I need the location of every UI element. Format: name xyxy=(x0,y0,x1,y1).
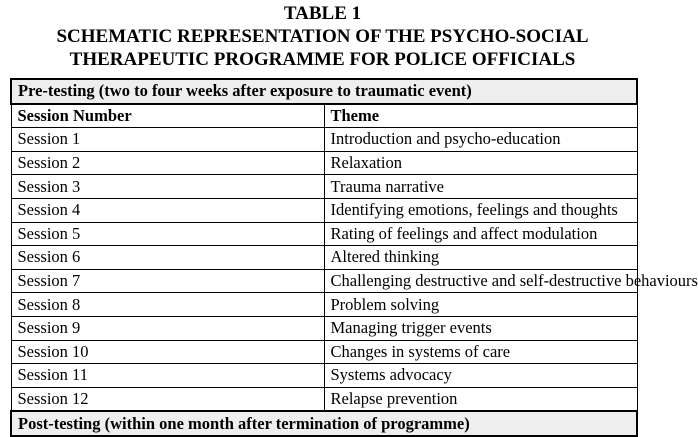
theme-cell: Relapse prevention xyxy=(324,387,637,411)
table-row xyxy=(11,175,637,199)
table-row xyxy=(11,128,637,152)
post-testing-cell: Post-testing (within one month after termination of programme) xyxy=(11,411,637,436)
header-row xyxy=(11,104,637,128)
table-title-line-1: SCHEMATIC REPRESENTATION OF THE PSYCHO-SOCIAL xyxy=(56,26,589,47)
table-label: TABLE 1 xyxy=(283,3,362,24)
theme-cell: Managing trigger events xyxy=(324,316,637,340)
table-row xyxy=(11,246,637,270)
theme-cell: Problem solving xyxy=(324,293,637,317)
table-row xyxy=(11,151,637,175)
table-row xyxy=(11,316,637,340)
session-number-header: Session Number xyxy=(11,104,324,128)
theme-cell: Systems advocacy xyxy=(324,364,637,388)
pre-testing-row xyxy=(11,79,637,104)
session-cell: Session 6 xyxy=(11,246,324,270)
theme-header: Theme xyxy=(324,104,637,128)
session-cell: Session 3 xyxy=(11,175,324,199)
session-cell: Session 2 xyxy=(11,151,324,175)
theme-cell: Altered thinking xyxy=(324,246,637,270)
table-row xyxy=(11,340,637,364)
session-cell: Session 12 xyxy=(11,387,324,411)
table-row xyxy=(11,198,637,222)
table-row xyxy=(11,293,637,317)
theme-cell: Rating of feelings and affect modulation xyxy=(324,222,637,246)
session-cell: Session 5 xyxy=(11,222,324,246)
theme-cell: Relaxation xyxy=(324,151,637,175)
session-cell: Session 8 xyxy=(11,293,324,317)
theme-cell: Trauma narrative xyxy=(324,175,637,199)
session-cell: Session 7 xyxy=(11,269,324,293)
session-cell: Session 1 xyxy=(11,128,324,152)
table-row xyxy=(11,222,637,246)
session-cell: Session 9 xyxy=(11,316,324,340)
theme-cell: Changes in systems of care xyxy=(324,340,637,364)
table-row xyxy=(11,364,637,388)
post-testing-row xyxy=(11,411,637,436)
table-row xyxy=(11,269,637,293)
programme-table xyxy=(10,78,698,437)
theme-cell: Identifying emotions, feelings and thoughts xyxy=(324,198,637,222)
table-row xyxy=(11,387,637,411)
session-cell: Session 10 xyxy=(11,340,324,364)
table-title-line-2: THERAPEUTIC PROGRAMME FOR POLICE OFFICIALS xyxy=(69,49,576,70)
table-heading xyxy=(0,0,645,71)
theme-cell: Introduction and psycho-education xyxy=(324,128,637,152)
session-cell: Session 11 xyxy=(11,364,324,388)
pre-testing-cell: Pre-testing (two to four weeks after exposure to traumatic event) xyxy=(11,79,637,104)
session-cell: Session 4 xyxy=(11,198,324,222)
theme-cell: Challenging destructive and self-destructive behaviours xyxy=(324,269,637,293)
